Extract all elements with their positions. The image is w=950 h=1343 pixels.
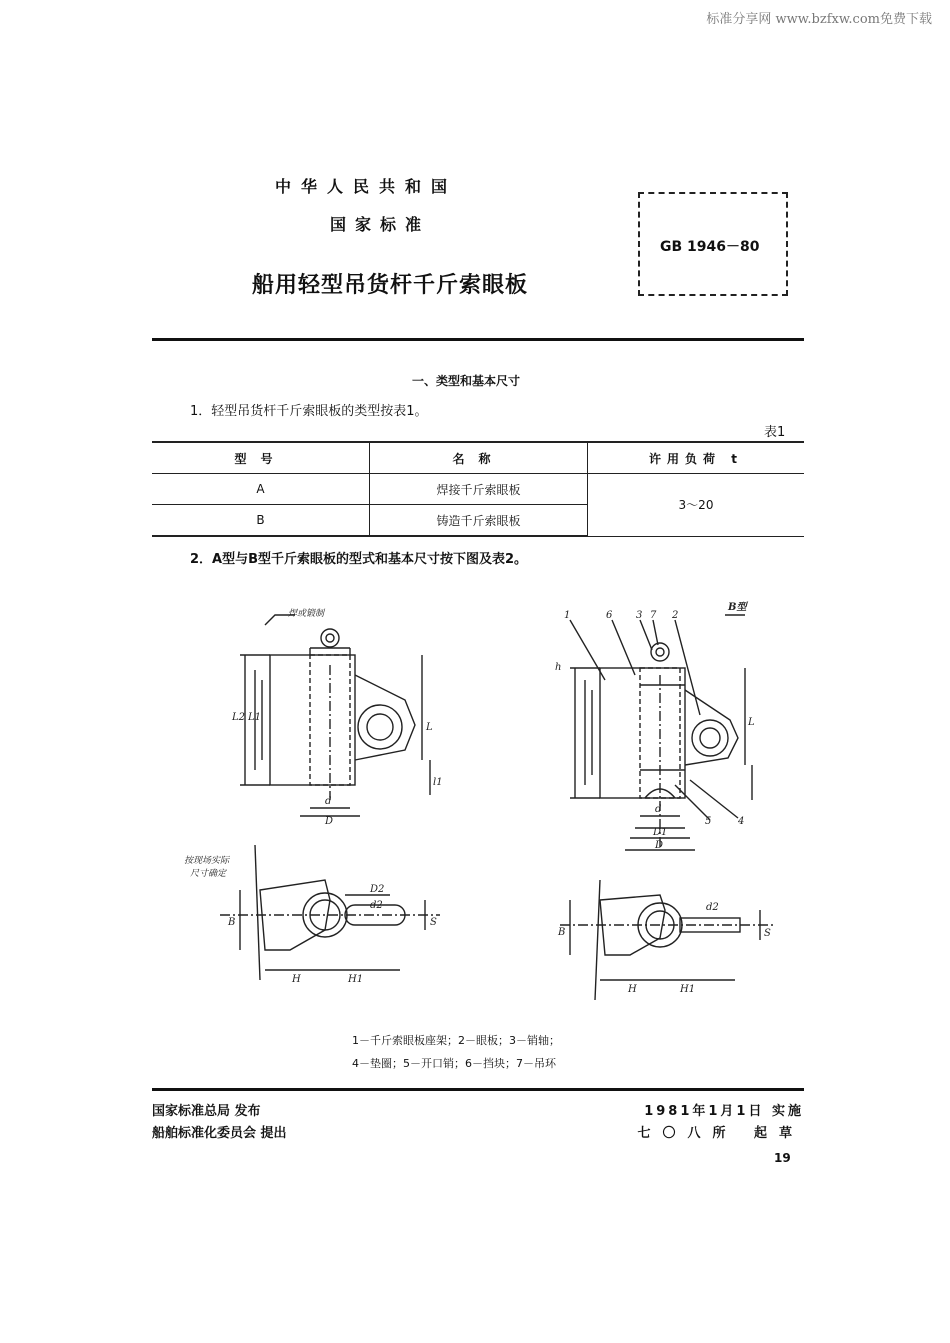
dim-label: l1	[433, 777, 443, 788]
dim-label: H1	[348, 974, 364, 985]
part-number: 7	[650, 610, 657, 621]
type-b-label: B型	[728, 602, 747, 613]
dim-label: B	[558, 927, 566, 938]
dim-label: L1	[248, 712, 262, 723]
site-note: 尺寸确定	[190, 869, 227, 879]
dim-label: S	[764, 928, 771, 939]
dim-label: D1	[653, 827, 668, 838]
table-header-row	[152, 442, 804, 474]
header-rule	[152, 338, 804, 341]
type-table	[152, 441, 804, 537]
dim-label: L2	[232, 712, 246, 723]
type-a-front-view	[231, 608, 443, 827]
table-row	[152, 474, 804, 505]
dim-label: D	[325, 816, 334, 827]
table-cell-load: 3～20	[588, 474, 805, 537]
section-heading: 一、类型和基本尺寸	[412, 374, 521, 388]
legend-line-1: 1－千斤索眼板座架；2－眼板；3－销轴；	[352, 1034, 560, 1047]
table-header: 型号	[152, 442, 370, 474]
part-number: 3	[636, 610, 643, 621]
dim-label: H	[628, 984, 637, 995]
proposer: 船舶标准化委员会 提出	[152, 1126, 287, 1141]
paragraph-2: 2．A型与B型千斤索眼板的型式和基本尺寸按下图及表2。	[190, 552, 528, 567]
table-header: 名称	[370, 442, 588, 474]
site-note: 按现场实际	[184, 856, 230, 866]
part-number: 2	[672, 610, 679, 621]
dim-label: h	[555, 662, 562, 673]
page-number: 19	[774, 1151, 791, 1165]
table-header: 许用负荷 t	[588, 442, 805, 474]
part-number: 1	[564, 610, 571, 621]
national-standard-label: 国家标准	[330, 215, 431, 234]
part-number: 4	[738, 816, 745, 827]
issuer: 国家标准总局 发布	[152, 1104, 261, 1119]
standard-code: GB 1946－80	[660, 239, 760, 255]
table-cell: 铸造千斤索眼板	[370, 505, 588, 537]
dim-label: d	[325, 796, 332, 807]
legend-line-2: 4－垫圈；5－开口销；6－挡块；7－吊环	[352, 1057, 556, 1070]
drafter: 七〇八所 起草	[637, 1126, 804, 1141]
table-label: 表1	[764, 425, 786, 440]
dim-label: d2	[706, 902, 719, 913]
technical-drawing	[160, 580, 800, 1020]
dim-label: S	[430, 917, 437, 928]
dim-label: d2	[370, 900, 383, 911]
dim-label: d	[655, 804, 662, 815]
dim-label: B	[228, 917, 236, 928]
paragraph-1: 1．轻型吊货杆千斤索眼板的类型按表1。	[190, 404, 428, 419]
country-name: 中华人民共和国	[275, 177, 458, 196]
part-number: 5	[705, 816, 712, 827]
weld-note: 焊或锻制	[288, 609, 325, 619]
dim-label: D2	[370, 884, 385, 895]
document-title: 船用轻型吊货杆千斤索眼板	[252, 273, 529, 298]
dim-label: D	[655, 840, 664, 851]
watermark: 标准分享网 www.bzfxw.com免费下载	[706, 12, 932, 27]
footer-rule	[152, 1088, 804, 1091]
table-cell: A	[152, 474, 370, 505]
type-b-front-view	[555, 601, 755, 851]
type-a-top-view	[184, 845, 440, 985]
part-number: 6	[606, 610, 613, 621]
table-cell: 焊接千斤索眼板	[370, 474, 588, 505]
dim-label: L	[748, 717, 755, 728]
table-cell: B	[152, 505, 370, 537]
dim-label: H1	[680, 984, 696, 995]
dim-label: H	[292, 974, 301, 985]
type-b-top-view	[557, 880, 775, 1000]
effective-date: 1981年1月1日 实施	[644, 1104, 804, 1119]
dim-label: L	[426, 722, 433, 733]
